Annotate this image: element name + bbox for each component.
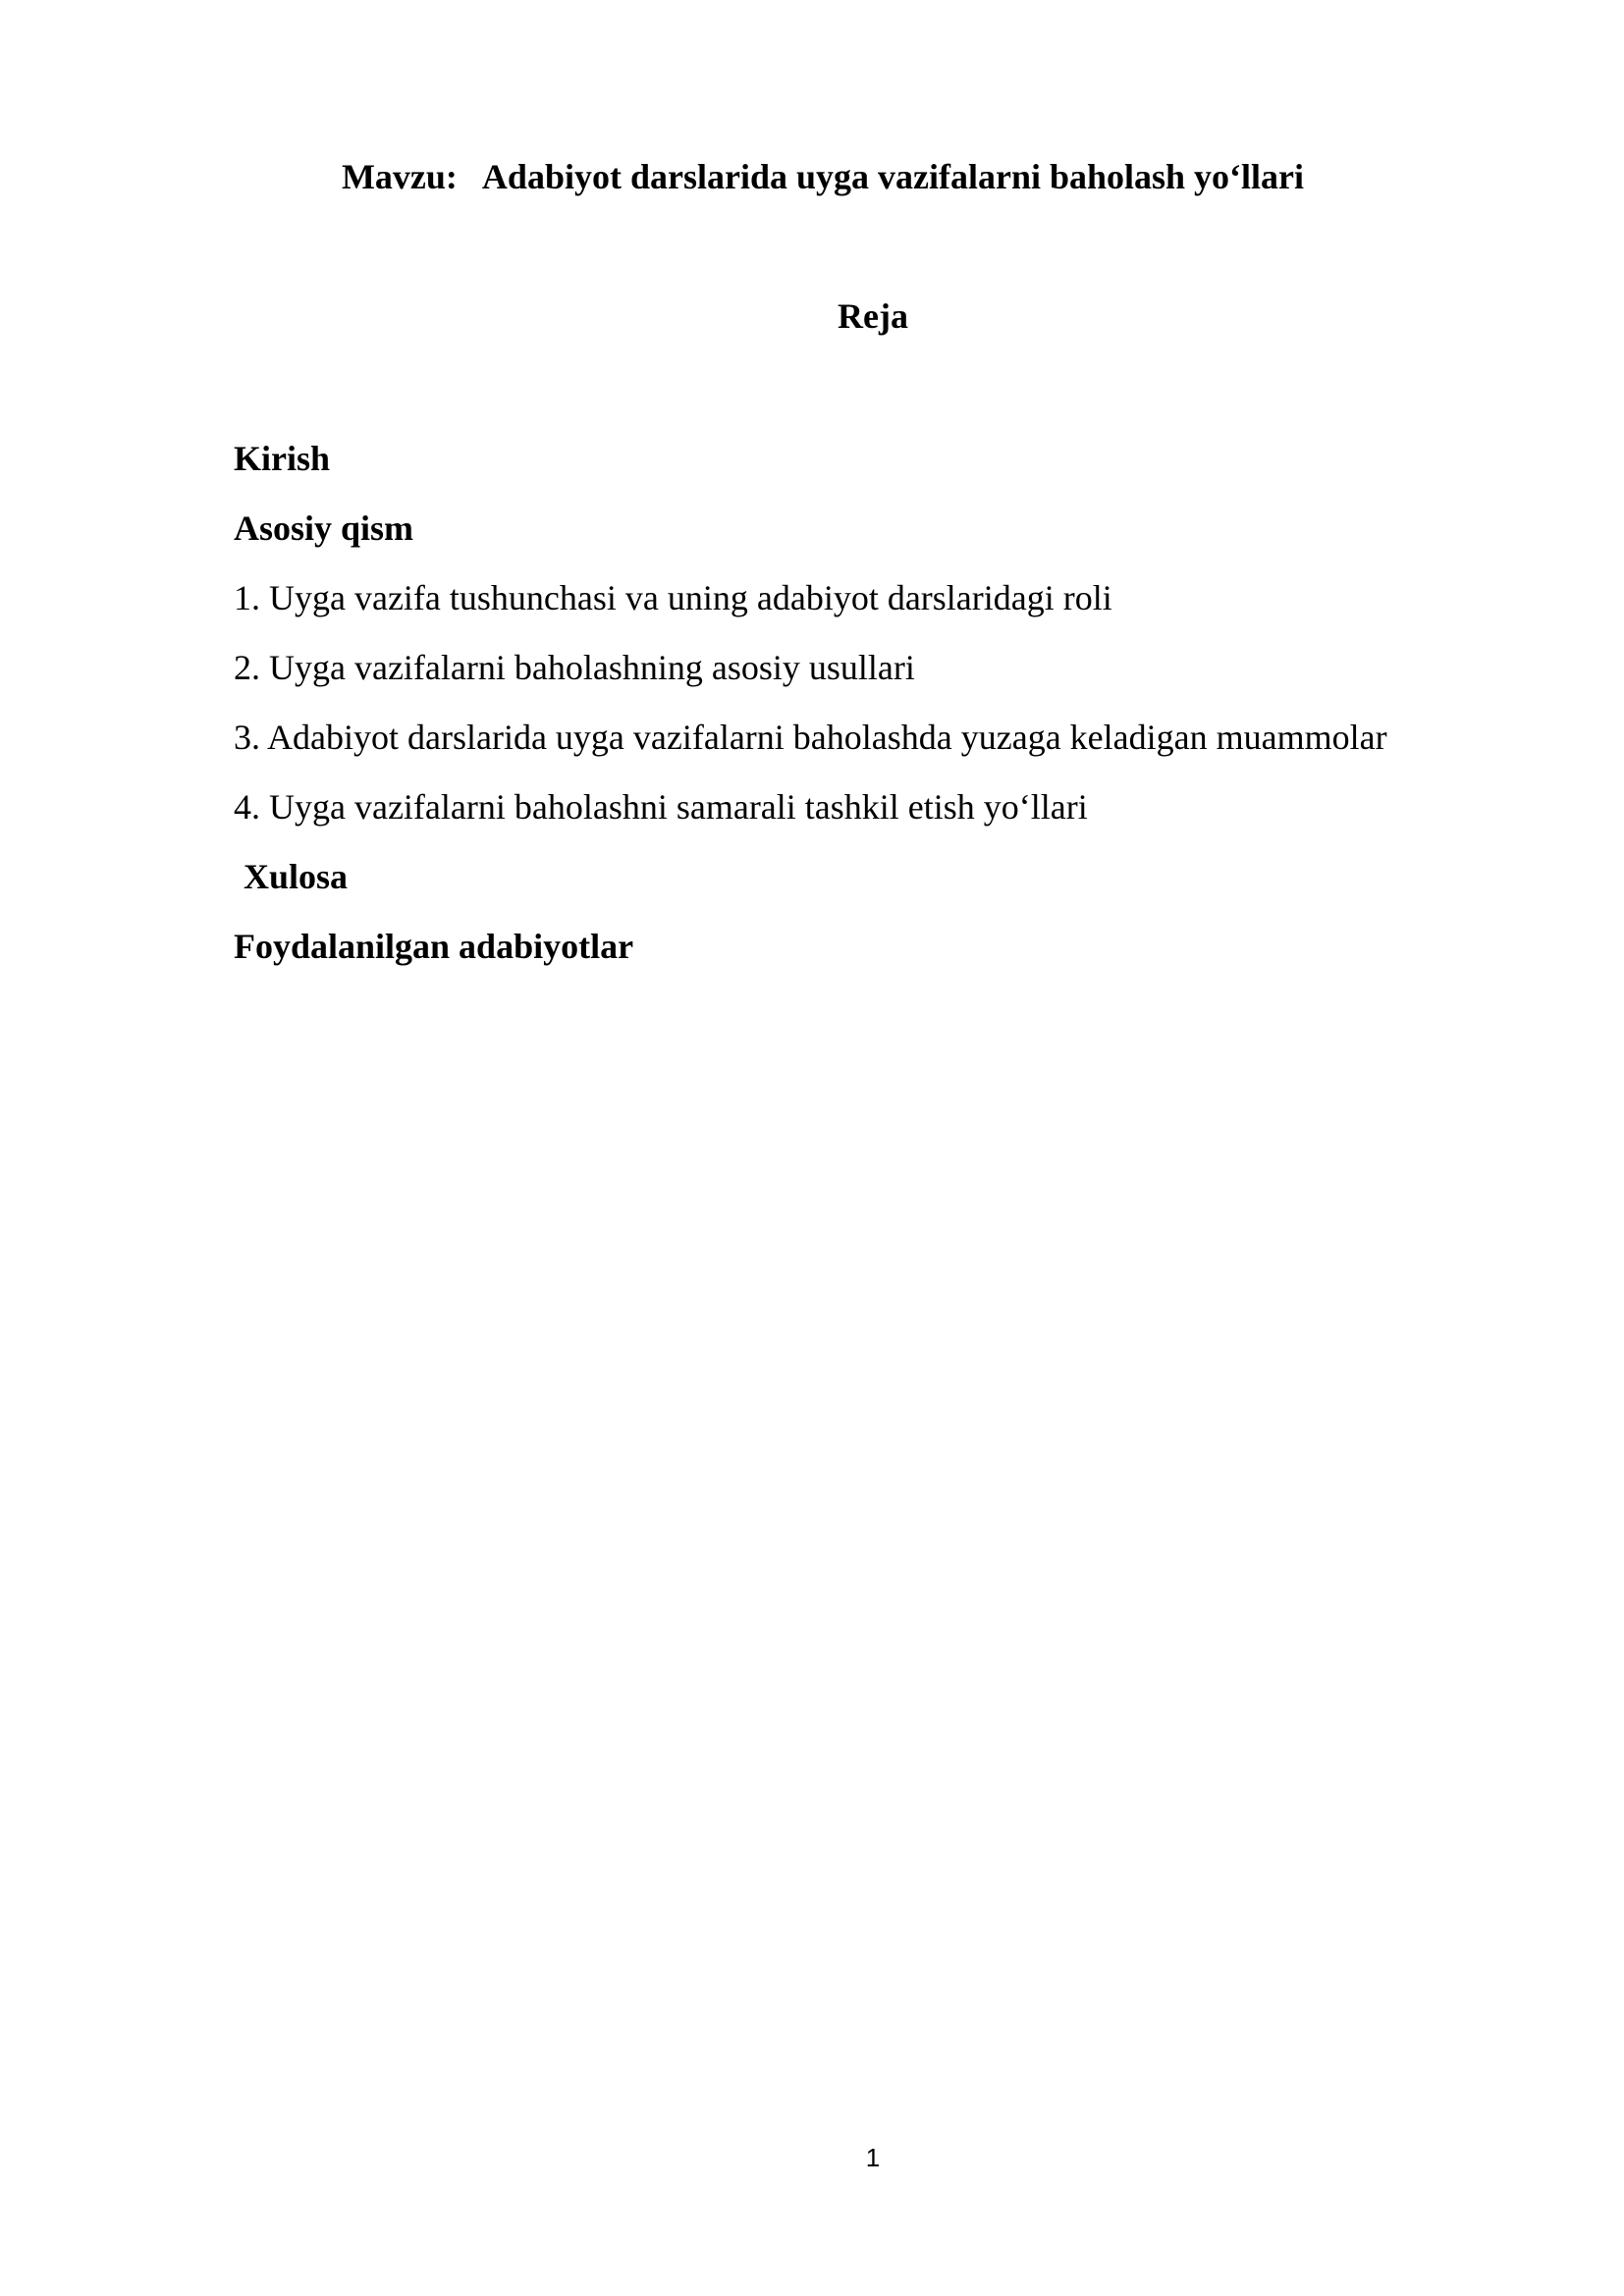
document-title: Mavzu: Adabiyot darslarida uyga vazifalarni baholash yo‘llari xyxy=(341,157,1305,196)
plan-main-part: Asosiy qism xyxy=(234,508,414,548)
plan-references: Foydalanilgan adabiyotlar xyxy=(234,927,634,966)
plan-heading: Reja xyxy=(838,296,908,336)
plan-conclusion: Xulosa xyxy=(244,857,349,896)
plan-outline xyxy=(234,424,1540,982)
plan-item-4: 4. Uyga vazifalarni baholashni samarali tashkil etish yo‘llari xyxy=(234,787,1088,827)
plan-item-2: 2. Uyga vazifalarni baholashning asosiy usullari xyxy=(234,648,915,687)
plan-item-1: 1. Uyga vazifa tushunchasi va uning adabiyot darslaridagi roli xyxy=(234,578,1112,617)
plan-item-3: 3. Adabiyot darslarida uyga vazifalarni baholashda yuzaga keladigan muammolar xyxy=(234,718,1387,757)
page-number: 1 xyxy=(865,2143,881,2172)
plan-intro: Kirish xyxy=(234,439,331,478)
